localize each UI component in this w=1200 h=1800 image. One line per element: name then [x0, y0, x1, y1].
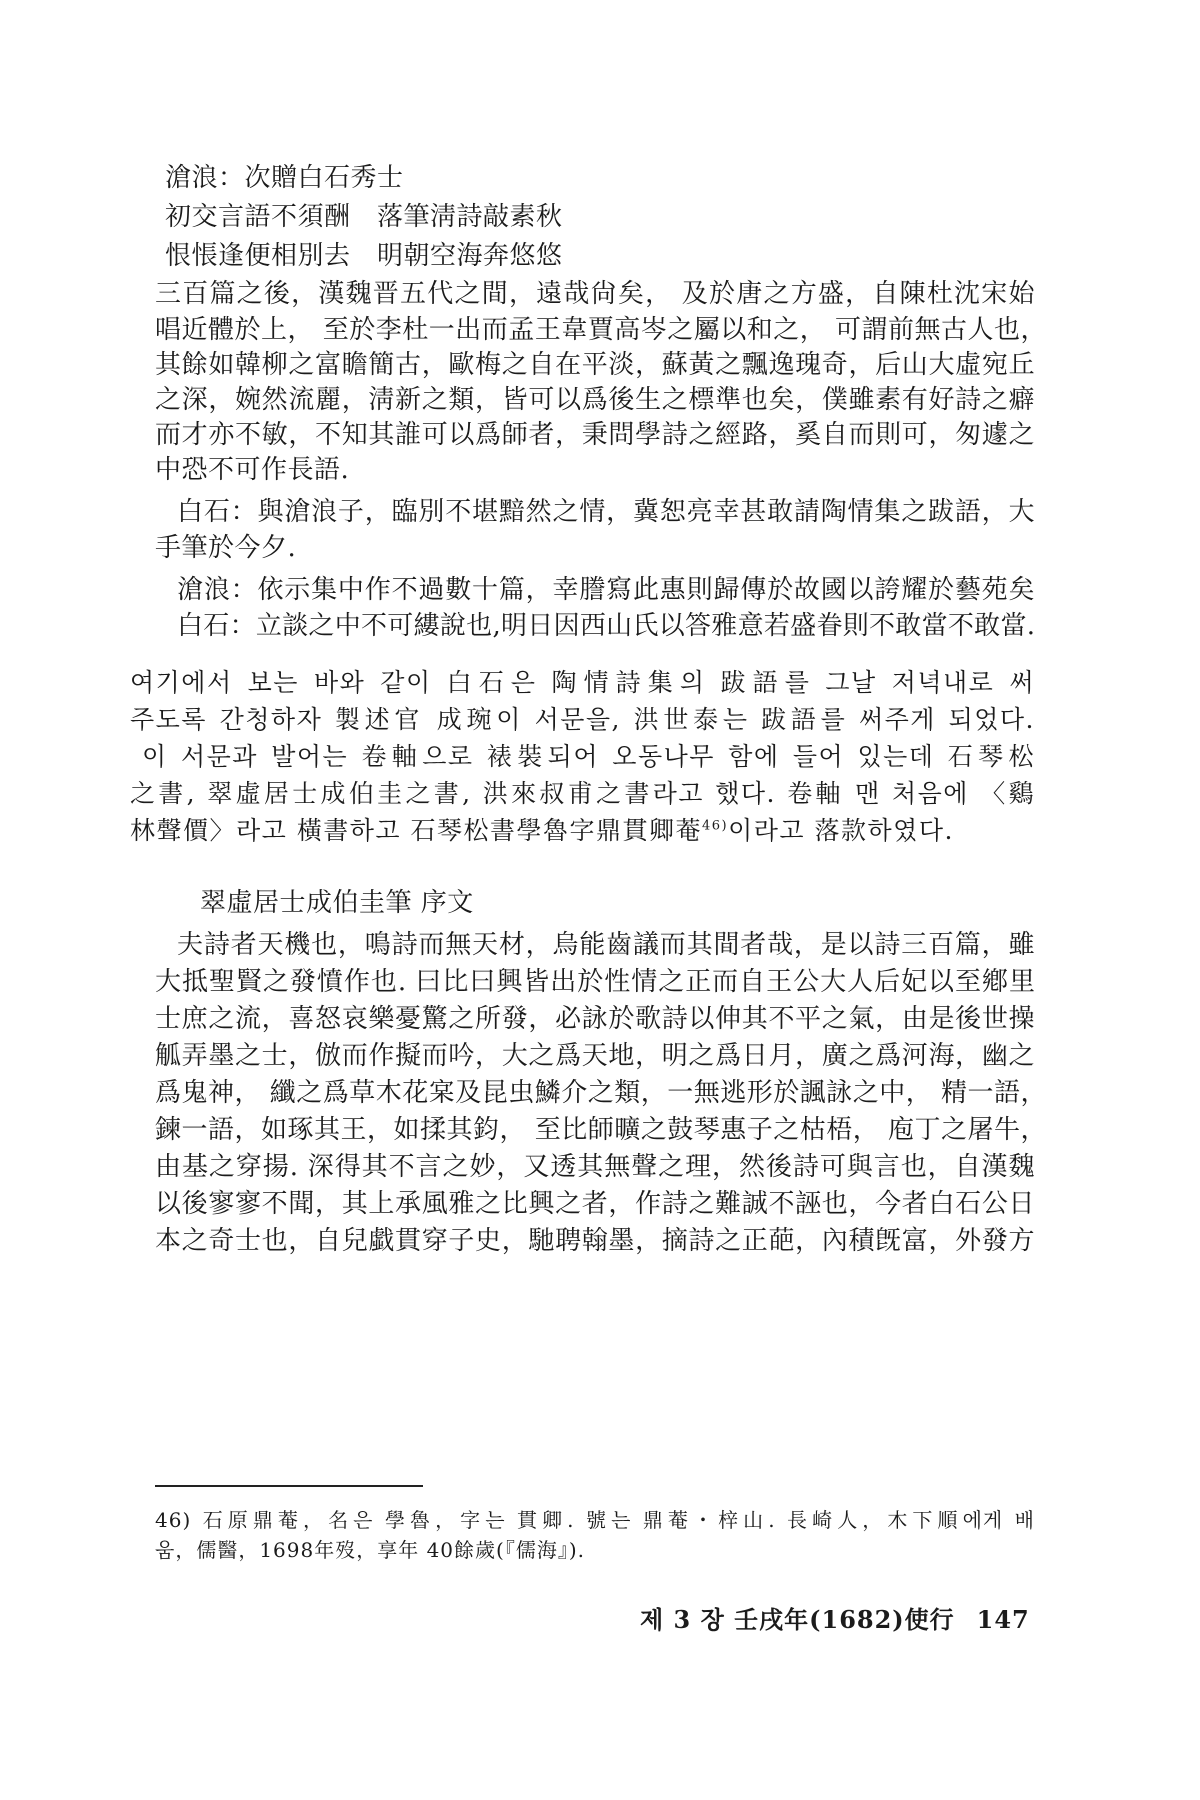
- prose-line: 之深，婉然流麗，淸新之類，皆可以爲後生之標準也矣，僕雖素有好詩之癖: [155, 385, 1035, 415]
- prose-line: 而才亦不敏，不知其誰可以爲師者，秉問學詩之經路，奚自而則可，匆遽之: [155, 420, 1035, 450]
- korean-line: 之書, 翠虛居士成伯圭之書, 洪來叔甫之書라고 했다. 卷軸 맨 처음에 〈鷄: [130, 779, 1035, 808]
- preface-line: 大抵聖賢之發憤作也. 曰比曰興皆出於性情之正而自王公大人后妃以至鄕里: [155, 967, 1035, 997]
- preface-line: 以後寥寥不聞，其上承風雅之比興之者，作詩之難誠不誣也，今者白石公日: [155, 1189, 1035, 1219]
- korean-line: 이 서문과 발어는 卷軸으로 裱裝되어 오동나무 함에 들어 있는데 石琴松: [142, 742, 1035, 771]
- preface-title: 翠虛居士成伯圭筆 序文: [200, 888, 474, 918]
- footnote-divider: [155, 1485, 423, 1487]
- dialogue-line: 滄浪：依示集中作不過數十篇，幸謄寫此惠則歸傳於故國以誇耀於藝苑矣: [177, 575, 1035, 605]
- chapter-label: 제 3 장 壬戌年(1682)使行: [640, 1605, 955, 1634]
- preface-line: 夫詩者天機也，鳴詩而無天材，烏能齒議而其間者哉，是以詩三百篇，雖: [177, 930, 1035, 960]
- prose-line: 唱近體於上， 至於李杜一出而孟王韋賈高岑之屬以和之， 可謂前無古人也，: [155, 315, 1048, 345]
- preface-line: 士庶之流，喜怒哀樂憂驚之所發，必詠於歌詩以伸其不平之氣，由是後世操: [155, 1004, 1035, 1034]
- preface-line: 觚弄墨之士，倣而作擬而吟，大之爲天地，明之爲日月，廣之爲河海，幽之: [155, 1041, 1035, 1071]
- prose-line: 中恐不可作長語.: [155, 455, 350, 485]
- footnote-line: 46) 石原鼎菴，名은 學魯，字는 貫卿. 號는 鼎菴・梓山. 長崎人，木下順에게 배: [155, 1508, 1035, 1532]
- poem-line: 初交言語不須酬 落筆淸詩敲素秋: [165, 202, 563, 232]
- korean-line-last: [130, 813, 954, 849]
- preface-line: 由基之穿揚. 深得其不言之妙，又透其無聲之理，然後詩可與言也，自漢魏: [155, 1152, 1035, 1182]
- poem-line: 恨悵逢便相別去 明朝空海奔悠悠: [165, 241, 563, 271]
- korean-line: 주도록 간청하자 製述官 成琬이 서문을, 洪世泰는 跋語를 써주게 되었다.: [130, 705, 1035, 734]
- footnote-ref[interactable]: 46): [702, 818, 729, 834]
- preface-line: 本之奇士也，自兒戱貫穿子史，馳聘翰墨，摘詩之正葩，內積旣富，外發方: [155, 1226, 1035, 1256]
- prose-line: 三百篇之後，漢魏晋五代之間，遠哉尙矣， 及於唐之方盛，自陳杜沈宋始: [155, 279, 1035, 309]
- korean-line: 여기에서 보는 바와 같이 白石은 陶情詩集의 跋語를 그날 저녁내로 써: [130, 668, 1035, 697]
- preface-line: 爲鬼神， 纖之爲草木花宲及昆虫鱗介之類，一無逃形於諷詠之中， 精一語，: [155, 1078, 1048, 1108]
- preface-line: 鍊一語，如琢其王，如揉其鈞， 至比師曠之鼓琴惠子之枯梧， 庖丁之屠牛，: [155, 1115, 1048, 1145]
- page-footer: [640, 1600, 1030, 1635]
- page-number: 147: [976, 1605, 1030, 1634]
- prose-line: 其餘如韓柳之富瞻簡古，歐梅之自在平淡，蘇黃之飄逸瑰奇，后山大虛宛丘: [155, 350, 1035, 380]
- poem-title: 滄浪：次贈白石秀士: [165, 163, 404, 193]
- dialogue-line: 手筆於今夕.: [155, 533, 297, 563]
- korean-line-text: 林聲價〉라고 橫書하고 石琴松書學魯字鼎貫卿菴: [130, 816, 702, 845]
- dialogue-line: 白石：與滄浪子，臨別不堪黯然之情，冀恕亮幸甚敢請陶情集之跋語，大: [177, 497, 1035, 527]
- dialogue-line: 白石：立談之中不可縷說也,明日因西山氏以答雅意若盛眷則不敢當不敢當.: [177, 611, 1035, 641]
- footnote-line: 움，儒醫，1698年歿，享年 40餘歲(『儒海』).: [155, 1538, 585, 1562]
- korean-line-tail: 이라고 落款하였다.: [728, 816, 954, 845]
